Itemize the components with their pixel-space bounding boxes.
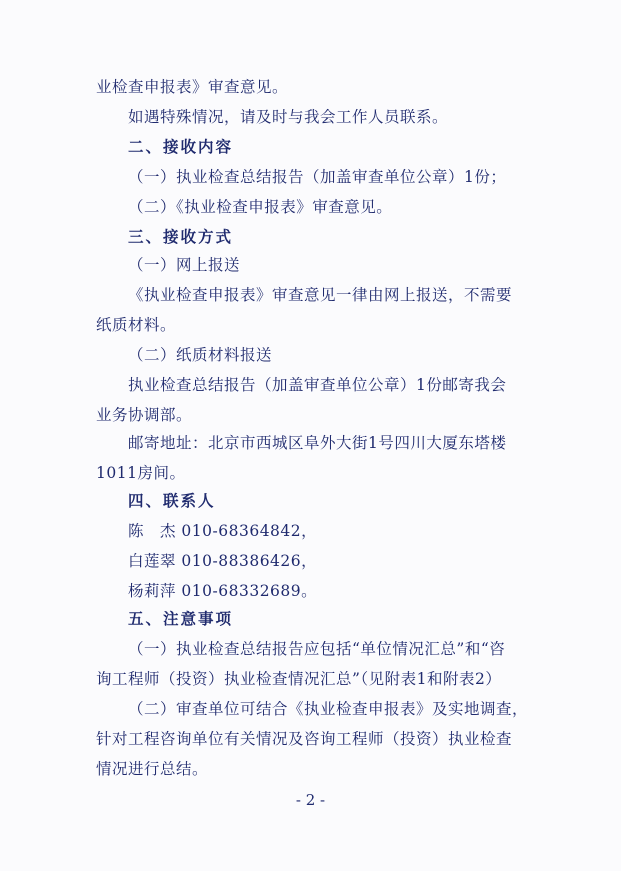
- body-line: 询工程师（投资）执业检查情况汇总”（见附表1和附表2）: [96, 670, 502, 688]
- body-line: （一）执业检查总结报告应包括“单位情况汇总”和“咨: [128, 640, 506, 658]
- section-heading: 四、联系人: [128, 492, 216, 510]
- body-line: （二）纸质材料报送: [128, 346, 273, 364]
- body-line: 《执业检查申报表》审查意见一律由网上报送，不需要: [128, 286, 513, 304]
- body-line: 针对工程咨询单位有关情况及咨询工程师（投资）执业检查: [96, 730, 513, 748]
- body-line: 情况进行总结。: [96, 760, 209, 778]
- body-line: 如遇特殊情况，请及时与我会工作人员联系。: [128, 108, 449, 126]
- section-heading: 三、接收方式: [128, 228, 234, 246]
- contact-line: 杨莉萍 010-68332689。: [128, 582, 318, 600]
- body-line: 业检查申报表》审查意见。: [96, 78, 289, 96]
- body-line: 业务协调部。: [96, 406, 193, 424]
- contact-line: 白莲翠 010-88386426，: [128, 552, 318, 570]
- body-line: （二）审查单位可结合《执业检查申报表》及实地调查，: [128, 700, 529, 718]
- section-heading: 五、注意事项: [128, 610, 234, 628]
- page-number: - 2 -: [295, 791, 326, 809]
- body-line: （一）网上报送: [128, 256, 241, 274]
- body-line: 邮寄地址：北京市西城区阜外大街1号四川大厦东塔楼: [128, 434, 507, 452]
- body-line: 1011房间。: [96, 464, 186, 482]
- section-heading: 二、接收内容: [128, 138, 234, 156]
- body-line: （一）执业检查总结报告（加盖审查单位公章）1份；: [128, 168, 507, 186]
- body-line: 执业检查总结报告（加盖审查单位公章）1份邮寄我会: [128, 376, 507, 394]
- body-line: （二）《执业检查申报表》审查意见。: [128, 198, 393, 216]
- contact-line: 陈 杰 010-68364842，: [128, 522, 318, 540]
- body-line: 纸质材料。: [96, 316, 177, 334]
